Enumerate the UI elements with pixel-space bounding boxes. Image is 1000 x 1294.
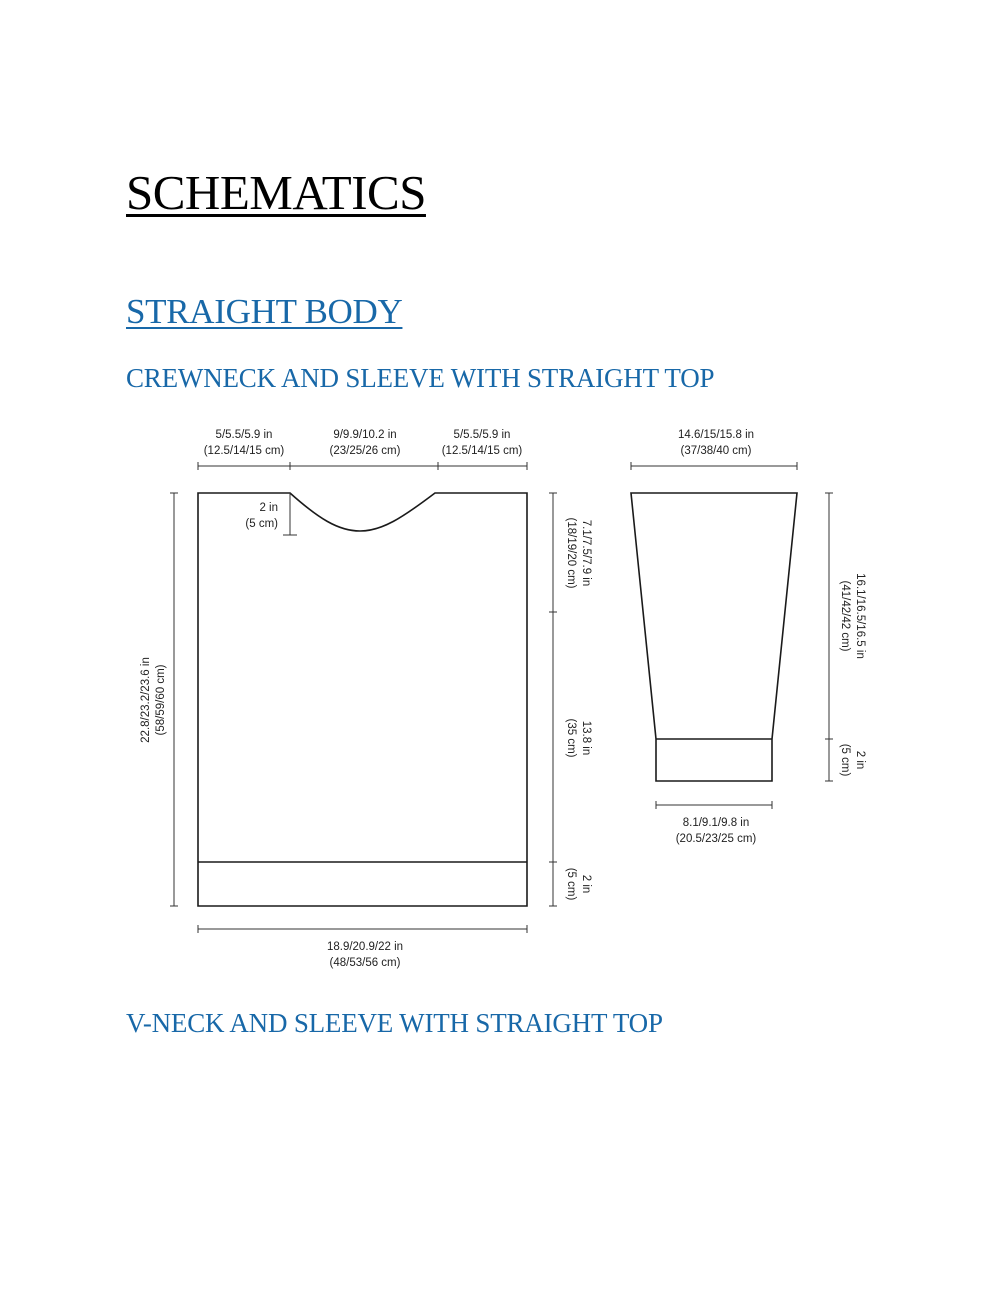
sleeve-top-width-cm: (37/38/40 cm) [680,445,752,457]
body-outline [198,493,527,906]
body-left-dimension [170,493,178,906]
body-width-in: 18.9/20.9/22 in [326,941,404,953]
sleeve-length-cm: (41/42/42 cm) [839,580,851,652]
body-bottom-dimension [198,925,527,933]
shoulder-right-cm: (12.5/14/15 cm) [441,445,523,457]
page-title: SCHEMATICS [126,165,426,220]
hem-label [565,868,592,901]
sleeve-length-in: 16.1/16.5/16.5 in [854,573,866,659]
section-heading: STRAIGHT BODY [126,292,403,331]
sleeve-length-label [839,573,866,659]
neck-width-cm: (23/25/26 cm) [329,445,401,457]
sleeve-cuff-width-in: 8.1/9.1/9.8 in [682,817,750,829]
sleeve-right-dimension [825,493,833,781]
sleeve-top-dimension [631,462,797,470]
total-length-in: 22.8/23.2/23.6 in [140,657,152,743]
length-to-armhole-cm: (35 cm) [565,718,577,758]
sleeve-outline [631,493,797,781]
armhole-in: 7.1/7.5/7.9 in [580,519,592,587]
shoulder-left-in: 5/5.5/5.9 in [215,429,273,441]
sleeve-bottom-dimension [656,801,772,809]
sleeve-schematic [631,493,797,781]
body-right-dimension [549,493,557,906]
shoulder-left-cm: (12.5/14/15 cm) [203,445,285,457]
armhole-label [565,518,592,589]
sleeve-cuff-cm: (5 cm) [839,743,851,777]
body-schematic [198,493,527,906]
body-top-dimensions [198,462,527,470]
sleeve-cuff-label [839,744,866,777]
neck-depth-cm: (5 cm) [245,518,278,530]
total-length-cm: (58/59/60 cm) [155,664,167,736]
armhole-cm: (18/19/20 cm) [565,517,577,589]
sleeve-cuff-in: 2 in [854,750,866,770]
subsection-heading-crewneck: CREWNECK AND SLEEVE WITH STRAIGHT TOP [126,363,715,393]
shoulder-right-in: 5/5.5/5.9 in [453,429,511,441]
total-length-label [140,657,167,743]
hem-cm: (5 cm) [565,867,577,901]
subsection-heading-vneck: V-NECK AND SLEEVE WITH STRAIGHT TOP [126,1008,663,1038]
sleeve-cuff-width-cm: (20.5/23/25 cm) [675,833,757,845]
neck-depth-in: 2 in [259,502,278,514]
neck-width-in: 9/9.9/10.2 in [333,429,397,441]
body-width-cm: (48/53/56 cm) [329,957,401,969]
hem-in: 2 in [580,874,592,894]
length-to-armhole-in: 13.8 in [580,720,592,756]
length-to-armhole-label [565,719,592,758]
sleeve-top-width-in: 14.6/15/15.8 in [677,429,755,441]
